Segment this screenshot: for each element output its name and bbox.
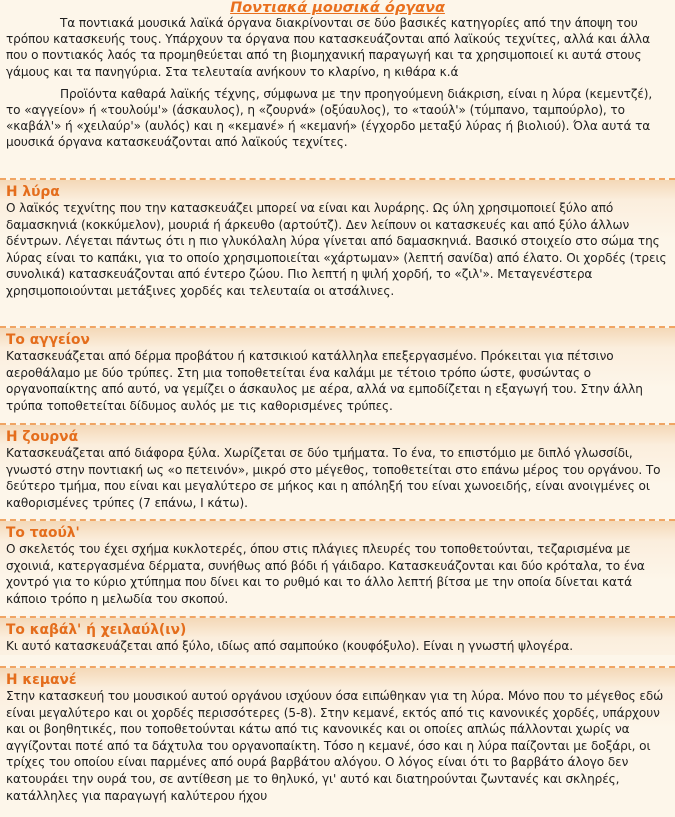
section-zourna xyxy=(0,423,675,511)
section-kemane xyxy=(0,666,675,804)
section-lyra xyxy=(0,178,675,300)
section-heading: Το αγγείον xyxy=(6,332,90,348)
section-text: Στην κατασκευή του μουσικού αυτού οργάνου ισχύουν όσα ειπώθηκαν για τη λύρα. Μόνο που το μέγεθος εδώ είναι μεγαλύτερο και οι χορδές περισσότερες (5-8). Στην κεμανέ, εκτός από τις κανονικές χορδές, υπάρχουν και οι βοηθητικές, που τοποθετούνται κάτω από τις κανονικές και οι οποίες απλώς πάλλονται χωρίς να αγγίζονται ποτέ από τα δάχτυλα του οργανοπαίκτη. Τόσο η κεμανέ, όσο και η λύρα παίζονται με δοξάρι, οι τρίχες του οποίου είναι παρμένες από ουρά βαρβάτου αλόγου. Ο λόγος είναι ότι το βαρβάτο άλογο δεν κατουράει την ουρά του, σε αντίθεση με το θηλυκό, γι' αυτό και διατηρούνται ζωντανές και σκληρές, κατάλληλες για παραγωγή καλύτερου ήχου xyxy=(6,689,664,803)
section-taoul xyxy=(0,519,675,607)
section-heading: Το καβάλ' ή χειλαύλ(ιν) xyxy=(6,622,187,638)
section-heading: Η λύρα xyxy=(6,184,60,200)
page-title: Ποντιακά μουσικά όργανα xyxy=(230,0,445,16)
section-text: Κατασκευάζεται από δέρμα προβάτου ή κατσικιού κατάλληλα επεξεργασμένο. Πρόκειται για πέτσινο αεροθάλαμο με δύο τρύπες. Στη μια τοποθετείται ένα καλάμι με τέτοιο τρόπο ώστε, φυσώντας ο οργανοπαίκτης από αυτό, να γεμίζει ο άσκαυλος με αέρα, αλλά να εμποδίζεται η εξαγωγή του. Στην άλλη τρύπα τοποθετείται δίδυμος αυλός με τις καθορισμένες τρύπες. xyxy=(6,349,643,413)
section-heading: Το ταούλ' xyxy=(6,525,80,541)
intro-paragraph-2: Προϊόντα καθαρά λαϊκής τέχνης, σύμφωνα με την προηγούμενη διάκριση, είναι η λύρα (κεμεντζέ), το «αγγείον» ή «τουλούμ'» (άσκαυλος), η «ζουρνά» (οξύαυλος), το «ταούλ'» (τύμπανο, ταμπούρλο), το «καβάλ'» ή «χειλαύρ'» (αυλός) και η «κεμανέ» ή «κεμανή» (έγχορδο μεταξύ λύρας ή βιολιού). Όλα αυτά τα μουσικά όργανα κατασκευάζονται από λαϊκούς τεχνίτες. xyxy=(6,86,653,150)
section-text: Ο σκελετός του έχει σχήμα κυκλοτερές, όπου στις πλάγιες πλευρές του τοποθετούνται, τεζαρισμένα με σχοινιά, κατεργασμένα δέρματα, συνήθως από βόδι ή γάιδαρο. Κατασκευάζονται και δύο κρόταλα, το ένα χοντρό για το κύριο χτύπημα που δίνει και το ρυθμό και το άλλο λεπτή βίτσα με την οποία δίνεται κατά κάποιο τρόπο η μελωδία του σκοπού. xyxy=(6,542,645,606)
section-angeion xyxy=(0,326,675,414)
intro-text xyxy=(6,15,668,151)
section-text: Ο λαϊκός τεχνίτης που την κατασκευάζει μπορεί να είναι και λυράρης. Ως ύλη χρησιμοποιεί ξύλο από δαμασκηνιά (κοκκύμελον), μουριά ή άρκευθο (αρτούτζ). Δεν λείπουν οι κατασκευές και από ξύλο άλλων δέντρων. Λέγεται πάντως ότι η πιο γλυκόλαλη λύρα γίνεται από δαμασκηνιά. Βασικό στοιχείο στο σώμα της λύρας είναι το καπάκι, για το οποίο χρησιμοποιείται «χάρτωμαν» (λεπτή σανίδα) από έλατο. Οι χορδές (τρεις συνολικά) κατασκευάζονται από έντερο ζώου. Πιο λεπτή η ψιλή χορδή, το «ζιλ'». Μεταγενέστερα χρησιμοποιούνται μετάξινες χορδές και τελευταία οι ατσάλινες. xyxy=(6,201,667,298)
section-heading: Η ζουρνά xyxy=(6,429,79,445)
intro-paragraph-1: Τα ποντιακά μουσικά λαϊκά όργανα διακρίνονται σε δύο βασικές κατηγορίες από την άποψη του τρόπου κατασκευής τους. Υπάρχουν τα όργανα που κατασκευάζονται από λαϊκούς τεχνίτες, αλλά και άλλα που ο ποντιακός λαός τα προμηθεύεται από τη βιομηχανική παραγωγή και τα χρησιμοποιεί κι αυτά στους γάμους και τα πανηγύρια. Στα τελευταία ανήκουν το κλαρίνο, η κιθάρα κ.ά xyxy=(6,16,650,79)
section-text: Κατασκευάζεται από διάφορα ξύλα. Χωρίζεται σε δύο τμήματα. Το ένα, το επιστόμιο με διπλό γλωσσίδι, γνωστό στην ποντιακή ως «ο πετεινόν», μικρό στο μέγεθος, τοποθετείται στο επάνω μέρος του οργάνου. Το δεύτερο τμήμα, που είναι και μεγαλύτερο σε μήκος και η απόληξή του είναι χωνοειδής, είναι ανοιγμένες οι καθορισμένες τρύπες (7 επάνω, Ι κάτω). xyxy=(6,446,661,510)
section-heading: Η κεμανέ xyxy=(6,672,77,688)
section-text: Κι αυτό κατασκευάζεται από ξύλο, ιδίως από σαμπούκο (κουφόξυλο). Είναι η γνωστή ψλογέρα. xyxy=(6,639,573,653)
section-kaval xyxy=(0,616,675,655)
